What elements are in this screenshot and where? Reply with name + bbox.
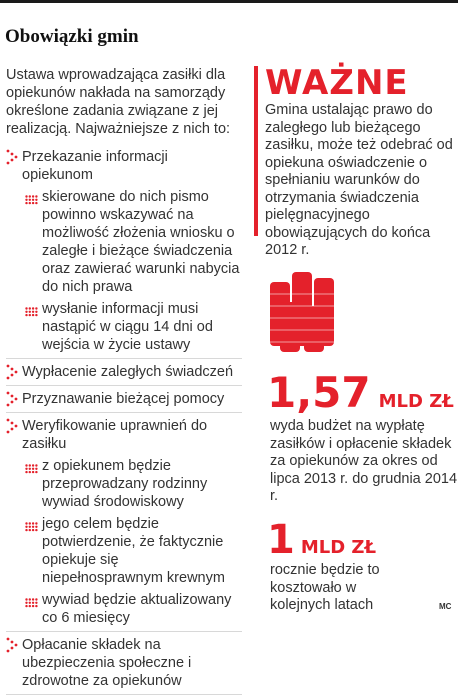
dot-grid-icon	[25, 595, 38, 605]
title-bar	[0, 0, 458, 52]
duty-item-head	[6, 148, 242, 184]
duty-item-head	[6, 363, 242, 381]
stat-2-number: 1	[267, 517, 295, 563]
chevron-right-icon	[6, 637, 18, 653]
important-text: Gmina ustalając prawo do zaległego lub bieżącego zasiłku, może też odebrać od opiekuna oświadczenie o spełnianiu warunków do otrzymania świadczenia pielęgnacyjnego obowiązujących do końca 2012 r.	[265, 102, 453, 258]
duty-sub-item-text: jego celem będzie potwierdzenie, że faktycznie opiekuje się niepełnosprawnym krewnym	[42, 516, 225, 586]
important-accent-bar	[254, 66, 258, 236]
stat-1-value	[267, 368, 454, 417]
duties-list	[6, 144, 242, 695]
duty-item-label: Wypłacenie zaległych świadczeń	[22, 364, 234, 380]
duty-item	[6, 144, 242, 359]
duties-column	[6, 66, 242, 695]
duty-item-label: Weryfikowanie uprawnień do zasiłku	[22, 418, 208, 452]
duty-item-label: Opłacanie składek na ubezpieczenia społeczne i zdrowotne za opiekunów	[22, 637, 192, 689]
intro-text: Ustawa wprowadzająca zasiłki dla opiekunów nakłada na samorządy określone zadania związane z jej realizacją. Najważniejsze z nich to:	[6, 67, 231, 137]
chevron-right-icon	[6, 418, 18, 434]
important-heading: WAŻNE	[265, 63, 409, 103]
stat-1-text: wyda budżet na wypłatę zasiłków i opłacenie składek za opiekunów za okres od lipca 2013 r. do grudnia 2014 r.	[270, 418, 458, 504]
duty-sub-item	[6, 300, 242, 354]
duty-sub-item-text: skierowane do nich pismo powinno wskazywać na możliwość złożenia wniosku o zaległe i bieżące świadczenia oraz zawierać warunki nabycia do nich prawa	[42, 189, 240, 295]
stat-1-unit: MLD ZŁ	[378, 391, 454, 412]
duty-item-head	[6, 417, 242, 453]
credit: MC	[439, 602, 452, 611]
chevron-right-icon	[6, 149, 18, 165]
stat-2-value	[267, 517, 377, 563]
stat-1-number: 1,57	[267, 368, 371, 417]
page-title: Obowiązki gmin	[5, 26, 139, 47]
dot-grid-icon	[25, 461, 38, 471]
stat-2-unit: MLD ZŁ	[300, 537, 377, 558]
dot-grid-icon	[25, 192, 38, 202]
duty-item	[6, 413, 242, 632]
important-box	[265, 63, 455, 260]
duty-item-head	[6, 636, 242, 690]
duty-item-label: Przekazanie informacji opiekunom	[22, 149, 168, 183]
duty-sub-item-text: wysłanie informacji musi nastąpić w ciągu 14 dni od wejścia w życie ustawy	[42, 301, 213, 353]
duty-sub-item	[6, 188, 242, 296]
duty-sub-item	[6, 591, 242, 627]
dot-grid-icon	[25, 519, 38, 529]
dot-grid-icon	[25, 304, 38, 314]
chevron-right-icon	[6, 391, 18, 407]
duty-item-head	[6, 390, 242, 408]
stat-2-text: rocznie będzie to kosztowało w kolejnych latach	[270, 562, 380, 613]
coin-stack-icon	[270, 264, 334, 361]
duty-sub-item-text: wywiad będzie aktualizowany co 6 miesięcy	[42, 592, 232, 626]
duty-item	[6, 632, 242, 695]
duty-sub-item	[6, 515, 242, 587]
duty-sub-item	[6, 457, 242, 511]
chevron-right-icon	[6, 364, 18, 380]
duty-item	[6, 386, 242, 413]
duty-item-label: Przyznawanie bieżącej pomocy	[22, 391, 225, 407]
duty-item	[6, 359, 242, 386]
duty-sub-item-text: z opiekunem będzie przeprowadzany rodzinny wywiad środowiskowy	[42, 458, 208, 510]
